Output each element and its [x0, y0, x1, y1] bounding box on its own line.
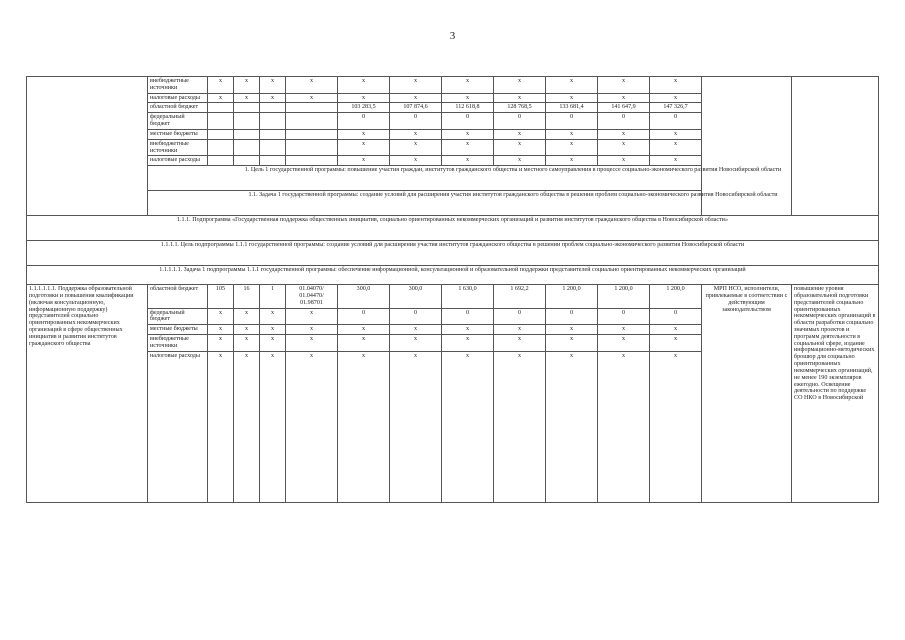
value-cell: 128 768,5 — [494, 103, 546, 113]
goal-heading: 1. Цель 1 государственной программы: повышение участия граждан, институтов гражданского общества и местного самоуправления в процессе социально-экономического развития Новосибирской области — [148, 166, 879, 191]
code-cell: 105 — [208, 285, 234, 308]
table-row: налоговые расходы x x x x x x x x x x x — [27, 351, 879, 502]
table-row — [27, 216, 879, 241]
source-label: местные бюджеты — [148, 129, 208, 139]
source-label: внебюджетные источники — [148, 77, 208, 94]
value-cell: 147 326,7 — [650, 103, 702, 113]
table-row: налоговые расходы x x x x x x x — [27, 156, 879, 166]
budget-table — [26, 76, 879, 503]
value-cell: 112 618,8 — [442, 103, 494, 113]
table-row: местные бюджеты x x x x x x x — [27, 129, 879, 139]
table-row: налоговые расходы x x x x x x x x x x x — [27, 93, 879, 103]
value-cell: 300,0 — [390, 285, 442, 308]
table-row: федеральный бюджет 0 0 0 0 0 0 0 — [27, 113, 879, 130]
task-heading: 1.1. Задача 1 государственной программы: создание условий для расширения участия институтов гражданского общества в решении проблем социально-экономического развития Новосибирской области — [148, 191, 879, 216]
subtask-heading: 1.1.1.1.1. Задача 1 подпрограммы 1.1.1 государственной программы: обеспечение информационной, консультационной и образовательной поддержки представителей социально ориентированных некоммерческих организаций — [27, 266, 879, 285]
value-cell: 1 692,2 — [494, 285, 546, 308]
value-cell: 133 681,4 — [546, 103, 598, 113]
subprogram-heading: 1.1.1. Подпрограмма «Государственная поддержка общественных инициатив, социально ориентированных некоммерческих организаций и развития институтов гражданского общества в Новосибирской области» — [27, 216, 879, 241]
code-cell: 01.04070/ 01.04470/ 01.98701 — [286, 285, 338, 308]
source-label: местные бюджеты — [148, 325, 208, 335]
source-label: федеральный бюджет — [148, 113, 208, 130]
source-label: налоговые расходы — [148, 156, 208, 166]
value-cell: 300,0 — [338, 285, 390, 308]
table-row — [27, 266, 879, 285]
source-label: областной бюджет — [148, 103, 208, 113]
value-cell: 107 874,6 — [390, 103, 442, 113]
table-row: федеральный бюджет x x x x 0 0 0 0 0 0 0 — [27, 308, 879, 325]
table-row — [27, 191, 879, 216]
measure-name: 1.1.1.1.1.1. Поддержка образовательной подготовки и повышения квалификации (включая консультационную, информационную поддержку) представителей социально ориентированных некоммерческих организаций в сфере общественных инициатив и развития институтов гражданского общества — [27, 285, 148, 503]
value-cell: 1 200,0 — [650, 285, 702, 308]
source-label: федеральный бюджет — [148, 308, 208, 325]
blank-cell — [27, 77, 148, 216]
source-label: налоговые расходы — [148, 93, 208, 103]
table-row — [27, 166, 879, 191]
value-cell: 103 283,5 — [338, 103, 390, 113]
source-label: налоговые расходы — [148, 351, 208, 502]
table-row — [27, 285, 879, 308]
table-row: внебюджетные источники x x x x x x x — [27, 139, 879, 156]
table-row — [27, 241, 879, 266]
table-row: внебюджетные источники x x x x x x x x x x x — [27, 335, 879, 352]
table-row: внебюджетные источники x x x x x x x x x x x — [27, 77, 879, 94]
page-number: 3 — [449, 30, 456, 42]
value-cell: 1 630,0 — [442, 285, 494, 308]
value-cell: 1 200,0 — [546, 285, 598, 308]
code-cell: 16 — [234, 285, 260, 308]
source-label: внебюджетные источники — [148, 139, 208, 156]
result-cell: повышение уровня образовательной подготовки представителей социально ориентированных некоммерческих организаций в области разработки социально значимых проектов и программ деятельности в социальной сфере, издание информационно-методических брошюр для социально ориентированных некоммерческих организаций, не менее 190 экземпляров ежегодно. Освещение деятельности по поддержке СО НКО в Новосибирской — [792, 285, 879, 503]
table-row: местные бюджеты x x x x x x x x x x x — [27, 325, 879, 335]
code-cell: 1 — [260, 285, 286, 308]
value-cell: 141 647,9 — [598, 103, 650, 113]
executor-cell: МРП НСО, исполнители, привлекаемые в соответствии с действующим законодательством — [702, 285, 792, 503]
value-cell: 1 200,0 — [598, 285, 650, 308]
source-label: внебюджетные источники — [148, 335, 208, 352]
source-label: областной бюджет — [148, 285, 208, 308]
subgoal-heading: 1.1.1.1. Цель подпрограммы 1.1.1 государственной программы: создание условий для расширения участия институтов гражданского общества в решении проблем социально-экономического развития Новосибирской области — [27, 241, 879, 266]
